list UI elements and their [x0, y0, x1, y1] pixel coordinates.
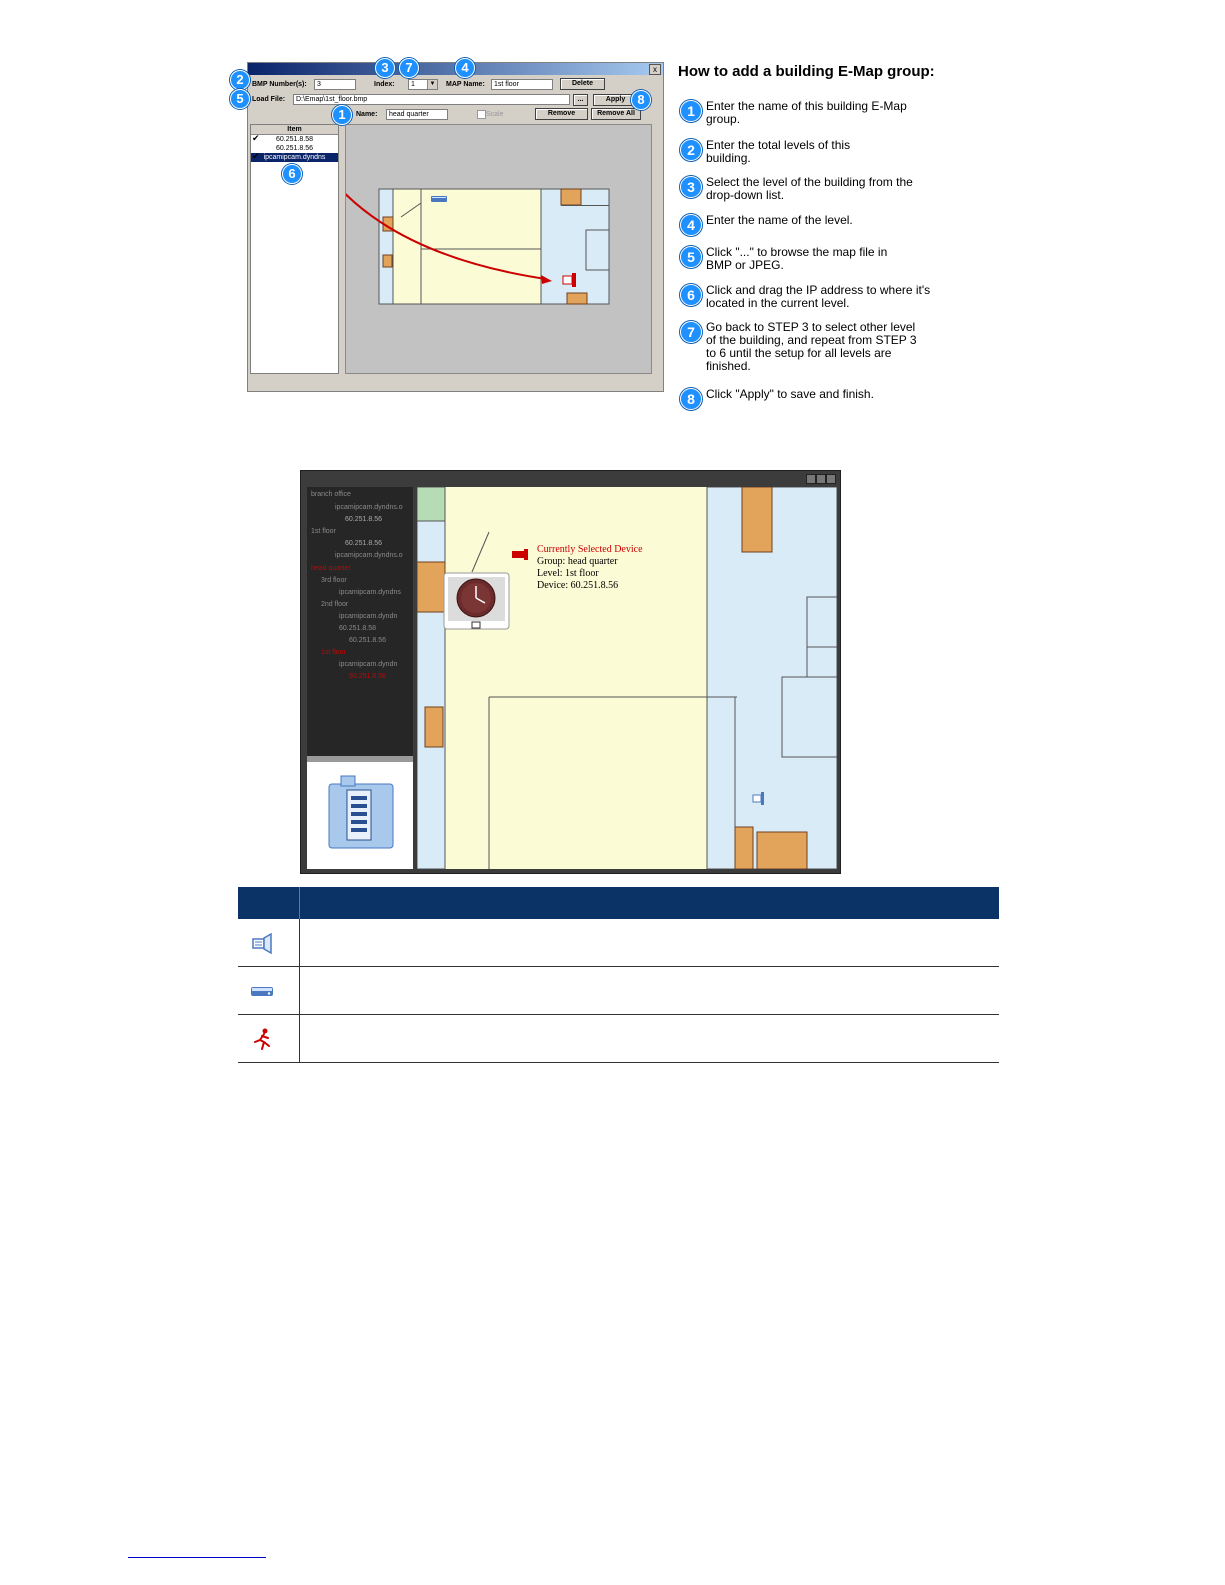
howto-title: How to add a building E-Map group:	[678, 63, 935, 80]
list-item[interactable]: ✔ 60.251.8.58	[252, 133, 313, 143]
index-label: Index:	[374, 81, 395, 88]
index-select[interactable]	[408, 79, 438, 90]
callout-2-badge: 2	[230, 70, 250, 90]
item-list-header: Item	[251, 125, 338, 135]
floor-plan-preview	[346, 125, 651, 373]
step-number-badge: 2	[680, 139, 702, 161]
bmp-numbers-label: BMP Number(s):	[252, 81, 307, 88]
callout-3-badge: 3	[375, 58, 395, 78]
step-number-badge: 4	[680, 214, 702, 236]
callout-1-badge: 1	[332, 105, 352, 125]
tree-node-device[interactable]: 60.251.8.56	[349, 637, 386, 644]
callout-5-badge: 5	[230, 89, 250, 109]
motion-alarm-icon	[250, 1027, 274, 1051]
step-text: Select the level of the building from the drop-down list.	[706, 175, 913, 202]
tree-node-device[interactable]: 60.251.8.58	[339, 625, 376, 632]
tree-node-group[interactable]: branch office	[311, 491, 351, 498]
scale-label: Scale	[486, 111, 504, 118]
remove-all-button[interactable]: Remove All	[591, 108, 641, 120]
info-group: Group: head quarter	[537, 556, 618, 567]
building-icon	[307, 762, 413, 869]
minimize-icon[interactable]	[806, 474, 816, 484]
tree-node-device[interactable]: ipcamipcam.dyndns.o	[335, 552, 403, 559]
step-text: Click and drag the IP address to where it's located in the current level.	[706, 283, 931, 310]
check-icon: ✔	[252, 133, 260, 143]
dvr-icon	[250, 979, 274, 1003]
tree-node-device[interactable]: ipcamipcam.dyndns.o	[335, 504, 403, 511]
map-name-field[interactable]: 1st floor	[491, 79, 553, 90]
device-tree	[307, 487, 413, 762]
group-name-field[interactable]: head quarter	[386, 109, 448, 120]
video-popup	[444, 573, 509, 629]
info-device: Device: 60.251.8.56	[537, 580, 619, 591]
step-number-badge: 5	[680, 246, 702, 268]
tree-node-level[interactable]: 1st floor	[311, 528, 336, 535]
tree-node-device-alarm[interactable]: 60.251.8.56	[349, 673, 386, 680]
step-text: Enter the name of this building E-Map group.	[706, 99, 907, 126]
index-value: 1	[411, 81, 415, 88]
step-text: Enter the total levels of this building.	[706, 138, 851, 165]
step-number-badge: 6	[680, 284, 702, 306]
step-number-badge: 3	[680, 176, 702, 198]
load-file-field[interactable]: D:\Emap\1st_floor.bmp	[293, 94, 570, 105]
callout-8-badge: 8	[631, 90, 651, 110]
icon-legend-table	[238, 887, 999, 1063]
info-level: Level: 1st floor	[537, 568, 599, 579]
table-header	[238, 887, 999, 919]
step-text: Go back to STEP 3 to select other level of the building, and repeat from STEP 3 to 6 until the setup for all levels are finished.	[706, 320, 917, 373]
load-file-label: Load File:	[252, 96, 286, 103]
map-name-label: MAP Name:	[446, 81, 485, 88]
tree-node-level[interactable]: 1st floor	[321, 649, 346, 656]
tree-node-device[interactable]: 60.251.8.56	[345, 516, 382, 523]
camera-icon	[250, 931, 274, 955]
callout-4-badge: 4	[455, 58, 475, 78]
step-number-badge: 8	[680, 388, 702, 410]
map-preview-area[interactable]	[345, 124, 652, 374]
step-text: Click "..." to browse the map file in BMP or JPEG.	[706, 245, 888, 272]
item-list	[250, 124, 339, 374]
emap-setup-dialog	[247, 62, 664, 392]
emap-window	[300, 470, 841, 874]
window-controls	[806, 474, 836, 483]
tree-node-level[interactable]: 3rd floor	[321, 577, 347, 584]
tree-node-group[interactable]: head quarter	[311, 565, 351, 572]
live-floor-map[interactable]	[417, 487, 837, 869]
step-text: Enter the name of the level.	[706, 213, 853, 227]
list-item-selected[interactable]: ✔ ipcamipcam.dyndns	[251, 153, 338, 162]
building-thumbnail	[307, 762, 413, 869]
tree-node-device[interactable]: ipcamipcam.dyndns	[339, 589, 401, 596]
device-info-panel	[537, 544, 643, 592]
table-row	[238, 1015, 999, 1063]
check-icon: ✔	[252, 151, 260, 161]
tree-node-device[interactable]: ipcamipcam.dyndn	[339, 613, 398, 620]
table-row	[238, 967, 999, 1015]
table-row	[238, 919, 999, 967]
chevron-down-icon[interactable]: ▼	[427, 80, 437, 89]
info-title: Currently Selected Device	[537, 544, 643, 555]
callout-6-badge: 6	[282, 164, 302, 184]
callout-7-badge: 7	[399, 58, 419, 78]
dvr-icon	[431, 196, 447, 202]
browse-button[interactable]: ...	[573, 94, 588, 106]
delete-button[interactable]: Delete	[560, 78, 605, 90]
apply-button[interactable]: Apply	[593, 94, 638, 106]
alarm-camera-icon	[512, 549, 528, 560]
close-icon[interactable]	[826, 474, 836, 484]
maximize-icon[interactable]	[816, 474, 826, 484]
step-text: Click "Apply" to save and finish.	[706, 387, 874, 401]
tree-node-device[interactable]: ipcamipcam.dyndn	[339, 661, 398, 668]
list-item[interactable]: 60.251.8.56	[276, 145, 313, 152]
tree-node-level[interactable]: 2nd floor	[321, 601, 349, 608]
scale-checkbox[interactable]	[477, 110, 486, 119]
close-icon[interactable]: x	[649, 64, 661, 75]
bmp-numbers-field[interactable]: 3	[314, 79, 356, 90]
name-label: Name:	[356, 111, 378, 118]
step-number-badge: 1	[680, 100, 702, 122]
remove-button[interactable]: Remove	[535, 108, 588, 120]
step-number-badge: 7	[680, 321, 702, 343]
tree-node-device[interactable]: 60.251.8.56	[345, 540, 382, 547]
footer-link-underline	[128, 1557, 266, 1558]
